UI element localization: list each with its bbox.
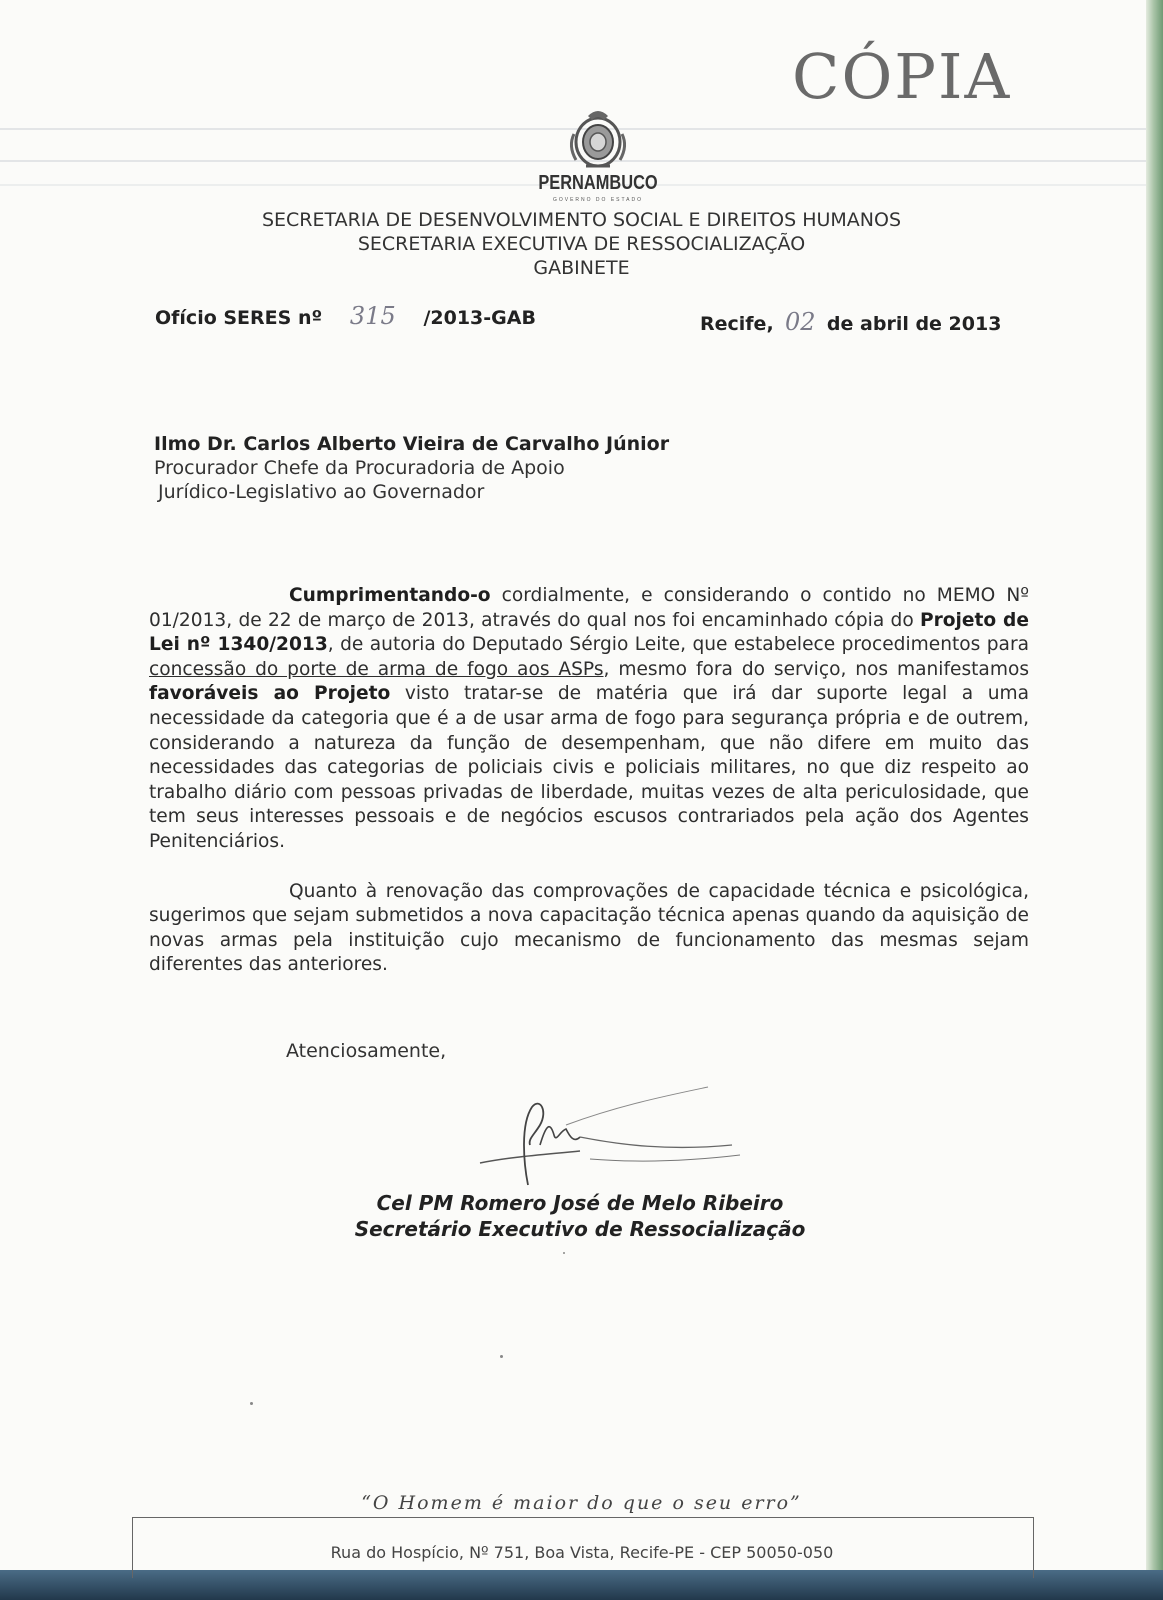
date-place: Recife, <box>700 313 774 335</box>
handwritten-signature <box>470 1085 760 1205</box>
greeting-bold: Cumprimentando-o <box>289 585 491 606</box>
reference-suffix: /2013-GAB <box>423 307 536 329</box>
signer-title: Secretário Executivo de Ressocialização <box>354 1217 806 1241</box>
office-line: GABINETE <box>533 257 630 279</box>
state-name: PERNAMBUCO <box>538 172 658 194</box>
paragraph-1-text: cordialmente, e considerando o contido no MEMO Nº 01/2013, de 22 de março de 2013, através do qual nos foi encaminhado cópia do <box>149 585 1029 631</box>
signer-name: Cel PM Romero José de Melo Ribeiro <box>376 1191 784 1215</box>
signer-block <box>300 1190 860 1242</box>
addressee-role-line1: Procurador Chefe da Procuradoria de Apoio <box>154 457 565 479</box>
letter-body <box>149 584 1029 978</box>
document-date <box>700 308 1001 336</box>
handwritten-number: 315 <box>349 302 396 330</box>
scan-speck <box>500 1355 503 1358</box>
date-rest: de abril de 2013 <box>826 313 1002 335</box>
footer-address: Rua do Hospício, Nº 751, Boa Vista, Recife-PE - CEP 50050-050 <box>330 1543 834 1562</box>
paragraph-1-text: , de autoria do Deputado Sérgio Leite, que estabelece procedimentos para <box>327 634 1029 656</box>
addressee-name: Ilmo Dr. Carlos Alberto Vieira de Carvalho Júnior <box>154 433 670 455</box>
handwritten-day: 02 <box>785 308 816 336</box>
reference-prefix: Ofício SERES nº <box>155 307 323 329</box>
scan-speck <box>563 1252 565 1254</box>
copy-stamp: CÓPIA <box>792 40 1012 113</box>
addressee-role-line2: Jurídico-Legislativo ao Governador <box>158 481 485 503</box>
executive-secretariat-line: SECRETARIA EXECUTIVA DE RESSOCIALIZAÇÃO <box>357 233 806 255</box>
scan-speck <box>250 1402 253 1405</box>
paragraph-2: Quanto à renovação das comprovações de capacidade técnica e psicológica, sugerimos que sejam submetidos a nova capacitação técnica apenas quando da aquisição de novas armas pela instituição cujo mecanismo de funcionamento das mesmas sejam diferentes das anteriores. <box>149 880 1029 976</box>
position-bold: favoráveis ao Projeto <box>149 683 391 705</box>
closing-salutation: Atenciosamente, <box>286 1040 447 1062</box>
paragraph-1 <box>149 584 1029 855</box>
underlined-subject: concessão do porte de arma de fogo aos ASPs <box>149 658 604 680</box>
footer-motto: “O Homem é maior do que o seu erro” <box>361 1492 802 1514</box>
document-reference <box>155 302 536 330</box>
secretariat-line: SECRETARIA DE DESENVOLVIMENTO SOCIAL E DIREITOS HUMANOS <box>261 209 902 231</box>
state-subtitle: GOVERNO DO ESTADO <box>552 197 644 203</box>
paragraph-1-text: visto tratar-se de matéria que irá dar suporte legal a uma necessidade da categoria que é a de usar arma de fogo para segurança própria e de outrem, considerando a natureza da função de desempenham, que não difere em muito das necessidades das categorias de policiais civis e policiais militares, no que diz respeito ao trabalho diário com pessoas privadas de liberdade, muitas vezes de alta periculosidade, que tem seus interesses pessoais e de negócios escusos contrariados pela ação dos Agentes Penitenciários. <box>149 683 1029 852</box>
addressee-block <box>154 432 669 504</box>
bill-reference-bold: Projeto de Lei nº 1340/2013 <box>149 609 1029 656</box>
paragraph-1-text: , mesmo fora do serviço, nos manifestamos <box>603 658 1030 680</box>
state-seal-icon <box>566 106 630 172</box>
